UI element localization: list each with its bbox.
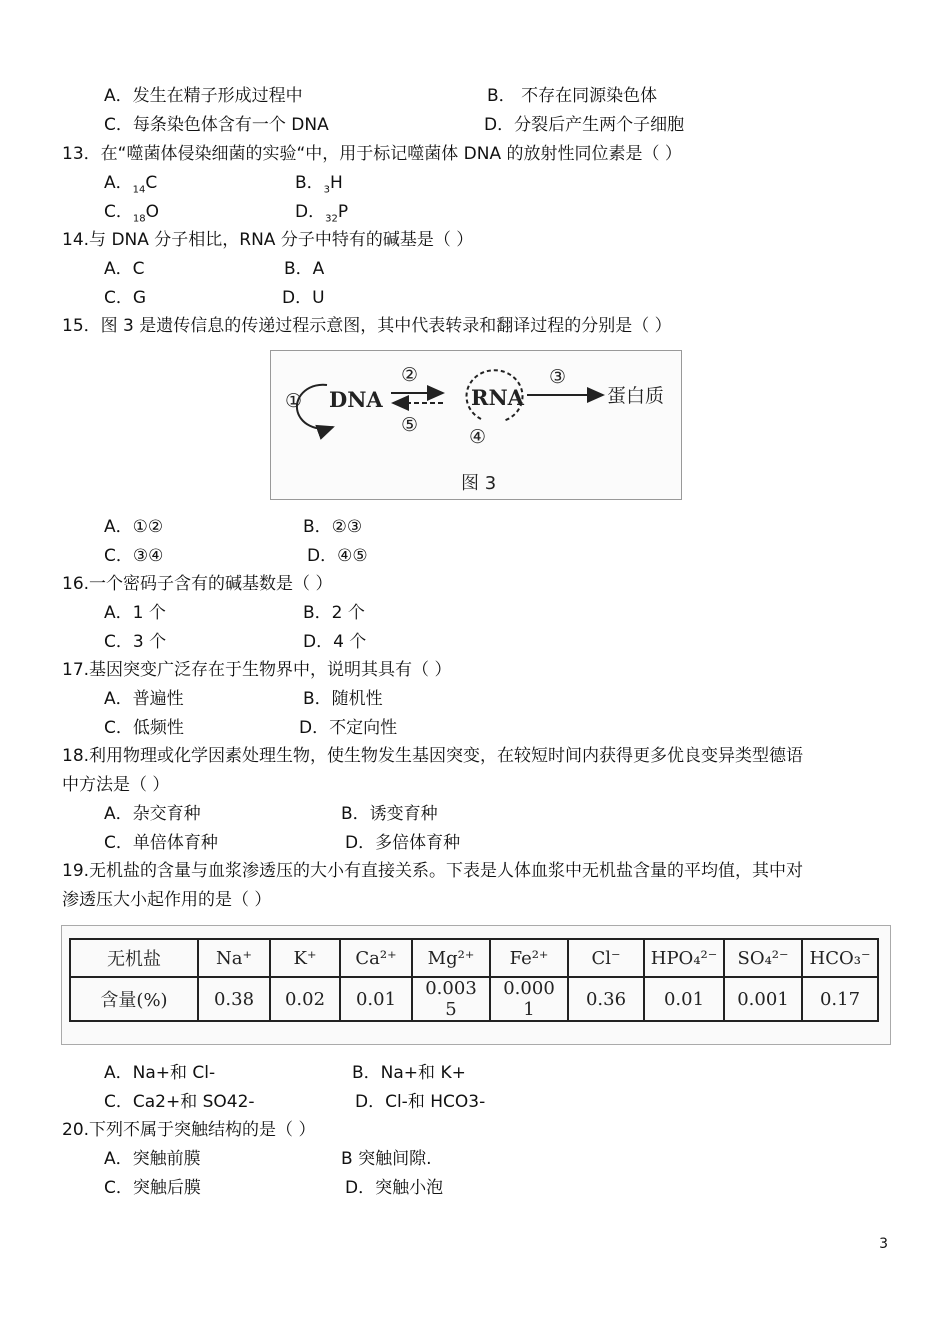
q15-option-c: C．③④ — [104, 546, 164, 566]
q13-option-b: B．$_3$H — [295, 173, 343, 196]
q12-option-d: D．分裂后产生两个子细胞 — [484, 115, 685, 135]
ion-mg: Mg²⁺ — [412, 939, 490, 977]
q16-option-c: C．3 个 — [104, 632, 167, 652]
q15-stem: 15．图 3 是遗传信息的传递过程示意图，其中代表转录和翻译过程的分别是（ ） — [62, 316, 672, 336]
q14-stem: 14.与 DNA 分子相比，RNA 分子中特有的碱基是（ ） — [62, 230, 474, 250]
label-1: ① — [285, 390, 303, 412]
value-k: 0.02 — [270, 977, 340, 1021]
q18-option-b: B．诱变育种 — [341, 804, 438, 824]
table-header-row — [70, 939, 878, 977]
q14-option-a: A．C — [104, 259, 145, 279]
q20-option-c: C．突触后膜 — [104, 1178, 201, 1198]
q18-option-c: C．单倍体育种 — [104, 833, 218, 853]
q12-option-a: A．发生在精子形成过程中 — [104, 86, 303, 106]
value-na: 0.38 — [198, 977, 270, 1021]
ion-ca: Ca²⁺ — [340, 939, 412, 977]
q13-option-c: C．$_{18}$O — [104, 202, 159, 225]
q18-option-d: D．多倍体育种 — [345, 833, 461, 853]
q18-stem-line-2: 中方法是（ ） — [62, 775, 170, 795]
q19-option-c: C．Ca2+和 SO42- — [104, 1092, 255, 1112]
ion-hco3: HCO₃⁻ — [802, 939, 878, 977]
q12-option-c: C．每条染色体含有一个 DNA — [104, 115, 329, 135]
q17-option-c: C．低频性 — [104, 718, 184, 738]
plasma-salt-table — [69, 938, 879, 1022]
q18-option-a: A．杂交育种 — [104, 804, 201, 824]
q19-option-a: A．Na+和 Cl- — [104, 1063, 216, 1083]
q15-option-a: A．①② — [104, 517, 164, 537]
q13-option-a: A．$_{14}$C — [104, 173, 158, 196]
q17-stem: 17.基因突变广泛存在于生物界中，说明其具有（ ） — [62, 660, 452, 680]
q19-option-b: B．Na+和 K+ — [352, 1063, 466, 1083]
central-dogma-diagram — [271, 351, 681, 499]
label-2: ② — [401, 364, 419, 386]
plasma-salt-table-image — [61, 925, 891, 1045]
dna-label: DNA — [329, 387, 383, 412]
q17-option-d: D．不定向性 — [299, 718, 398, 738]
q13-option-d: D．$_{32}$P — [295, 202, 349, 225]
q14-option-b: B．A — [284, 259, 325, 279]
q20-option-a: A．突触前膜 — [104, 1149, 201, 1169]
q12-option-b: B． 不存在同源染色体 — [487, 86, 658, 106]
q14-option-c: C．G — [104, 288, 147, 308]
q16-option-b: B．2 个 — [303, 603, 365, 623]
q16-option-d: D．4 个 — [303, 632, 367, 652]
table-row-label: 含量(%) — [70, 977, 198, 1021]
q15-option-d: D．④⑤ — [307, 546, 368, 566]
q20-stem: 20.下列不属于突触结构的是（ ） — [62, 1120, 316, 1140]
value-hpo4: 0.01 — [644, 977, 724, 1021]
value-hco3: 0.17 — [802, 977, 878, 1021]
q17-option-a: A．普遍性 — [104, 689, 184, 709]
page-number: 3 — [879, 1236, 888, 1252]
q16-stem: 16.一个密码子含有的碱基数是（ ） — [62, 574, 333, 594]
q20-option-b: B 突触间隙. — [341, 1149, 432, 1169]
figure-caption: 图 3 — [461, 473, 497, 494]
rna-label: RNA — [471, 385, 524, 410]
value-so4: 0.001 — [724, 977, 802, 1021]
value-ca: 0.01 — [340, 977, 412, 1021]
value-cl: 0.36 — [568, 977, 644, 1021]
q16-option-a: A．1 个 — [104, 603, 166, 623]
table-value-row — [70, 977, 878, 1021]
ion-fe: Fe²⁺ — [490, 939, 568, 977]
q17-option-b: B．随机性 — [303, 689, 383, 709]
label-3: ③ — [549, 366, 567, 388]
q19-stem-line-2: 渗透压大小起作用的是（ ） — [62, 890, 272, 910]
ion-k: K⁺ — [270, 939, 340, 977]
ion-so4: SO₄²⁻ — [724, 939, 802, 977]
figure-3-central-dogma — [270, 350, 682, 500]
label-4: ④ — [469, 426, 487, 448]
q19-stem-line-1: 19.无机盐的含量与血浆渗透压的大小有直接关系。下表是人体血浆中无机盐含量的平均值，其中对 — [62, 861, 804, 881]
q13-stem: 13．在“噬菌体侵染细菌的实验“中，用于标记噬菌体 DNA 的放射性同位素是（ ） — [62, 144, 682, 164]
q19-option-d: D．Cl-和 HCO3- — [355, 1092, 486, 1112]
table-header-label: 无机盐 — [70, 939, 198, 977]
q15-option-b: B．②③ — [303, 517, 363, 537]
value-mg: 0.003 5 — [412, 977, 490, 1021]
ion-cl: Cl⁻ — [568, 939, 644, 977]
q20-option-d: D．突触小泡 — [345, 1178, 444, 1198]
value-fe: 0.000 1 — [490, 977, 568, 1021]
protein-label: 蛋白质 — [607, 385, 665, 407]
q14-option-d: D．U — [282, 288, 325, 308]
label-5: ⑤ — [401, 414, 419, 436]
q18-stem-line-1: 18.利用物理或化学因素处理生物，使生物发生基因突变，在较短时间内获得更多优良变异类型德语 — [62, 746, 804, 766]
ion-na: Na⁺ — [198, 939, 270, 977]
ion-hpo4: HPO₄²⁻ — [644, 939, 724, 977]
replication-arrow — [297, 385, 333, 429]
